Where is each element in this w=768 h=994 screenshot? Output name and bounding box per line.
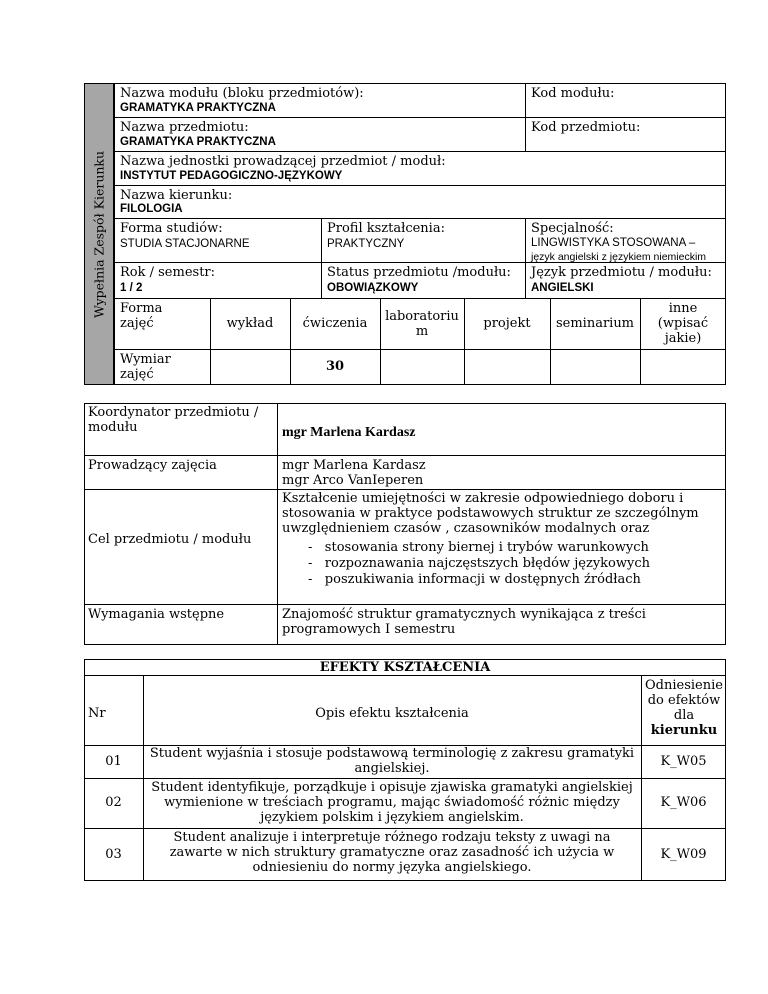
form-seminar: seminarium (555, 316, 635, 331)
col-desc-header: Opis efektu kształcenia (315, 706, 469, 721)
subject-name-value: GRAMATYKA PRAKTYCZNA (120, 136, 276, 148)
effect-ref-01: K_W05 (660, 754, 707, 769)
requirements-label: Wymagania wstępne (88, 607, 225, 622)
field-label: Nazwa kierunku: (120, 188, 233, 203)
form-other: inne (wpisać jakie) (657, 301, 709, 346)
specialty-value-2: język angielski z językiem niemieckim (531, 251, 707, 263)
unit-value: INSTYTUT PEDAGOGICZNO-JĘZYKOWY (120, 170, 343, 182)
goal-item-3: - poszukiwania informacji w dostępnych źródłach (308, 572, 641, 587)
language-label: Język przedmiotu / modułu: (531, 265, 712, 280)
status-value: OBOWIĄZKOWY (327, 282, 419, 294)
module-name-value: GRAMATYKA PRAKTYCZNA (120, 102, 276, 114)
col-nr-header: Nr (88, 706, 106, 721)
teacher-2: mgr Arco VanIeperen (282, 473, 424, 488)
form-lecture: wykład (226, 316, 274, 331)
profile-label: Profil kształcenia: (327, 221, 445, 236)
study-form-value: STUDIA STACJONARNE (120, 238, 250, 250)
hours-label: Wymiar zajęć (120, 352, 171, 382)
hours-project (464, 349, 550, 385)
year-value: 1 / 2 (120, 282, 143, 294)
effect-desc-01: Student wyjaśnia i stosuje podstawową terminologię z zakresu gramatyki angielskiej. (149, 746, 635, 776)
form-exercises: ćwiczenia (302, 316, 368, 331)
unit-label: Nazwa jednostki prowadzącej przedmiot / moduł: (120, 154, 446, 169)
hours-exercises: 30 (325, 359, 345, 374)
effect-desc-02: Student identyfikuje, porządkuje i opisuje zjawiska gramatyki angielskiej wymienione w treściach programu, mając świadomość różnic między językiem polskim i językiem angielskim. (151, 780, 633, 825)
study-form-label: Forma studiów: (120, 221, 223, 236)
subject-name-label: Nazwa przedmiotu: (120, 120, 249, 135)
field-value: FILOLOGIA (120, 203, 183, 215)
form-laboratory: laboratorium (385, 308, 459, 339)
specialty-value: LINGWISTYKA STOSOWANA – (531, 237, 696, 249)
hours-lecture (210, 349, 290, 385)
forms-label: Forma zajęć (120, 301, 163, 331)
profile-value: PRAKTYCZNY (327, 238, 405, 250)
teacher-1: mgr Marlena Kardasz (282, 458, 426, 473)
hours-seminar (550, 349, 640, 385)
specialty-label: Specjalność: (531, 221, 614, 236)
form-project: projekt (483, 316, 531, 331)
hours-laboratory (380, 349, 464, 385)
hours-other (640, 349, 726, 385)
goal-text: Kształcenie umiejętności w zakresie odpowiedniego doboru i stosowania w praktyce podstawowych struktur ze szczególnym uwzględnieniem czasów , czasowników modalnych oraz (282, 491, 699, 536)
goal-item-1: - stosowania strony biernej i trybów warunkowych (308, 540, 649, 555)
col-ref-header: Odniesienie do efektów dla kierunku (645, 678, 723, 738)
effect-desc-03: Student analizuje i interpretuje różnego rodzaju teksty z uwagi na zawarte w nich struktury gramatyczne oraz zasadność ich użycia w odniesieniu do normy języka angielskiego. (169, 830, 615, 875)
coordinator-value: mgr Marlena Kardasz (282, 425, 416, 440)
effect-nr-03: 03 (105, 847, 122, 862)
goal-label: Cel przedmiotu / modułu (88, 532, 252, 547)
requirements-value: Znajomość struktur gramatycznych wynikająca z treści programowych I semestru (282, 607, 646, 637)
year-label: Rok / semestr: (120, 265, 216, 280)
effect-ref-02: K_W06 (660, 795, 707, 810)
status-label: Status przedmiotu /modułu: (327, 265, 511, 280)
subject-code-label: Kod przedmiotu: (531, 120, 641, 135)
effect-nr-01: 01 (105, 754, 122, 769)
module-code-label: Kod modułu: (531, 86, 615, 101)
teachers-label: Prowadzący zajęcia (88, 458, 217, 473)
coordinator-label: Koordynator przedmiotu / modułu (88, 405, 259, 435)
side-label: Wypełnia Zespół Kierunku (91, 150, 107, 318)
effect-nr-02: 02 (105, 795, 122, 810)
effect-ref-03: K_W09 (660, 847, 707, 862)
module-name-label: Nazwa modułu (bloku przedmiotów): (120, 86, 364, 101)
goal-item-2: - rozpoznawania najczęstszych błędów językowych (308, 556, 651, 571)
effects-title: EFEKTY KSZTAŁCENIA (319, 660, 491, 675)
language-value: ANGIELSKI (531, 282, 594, 294)
